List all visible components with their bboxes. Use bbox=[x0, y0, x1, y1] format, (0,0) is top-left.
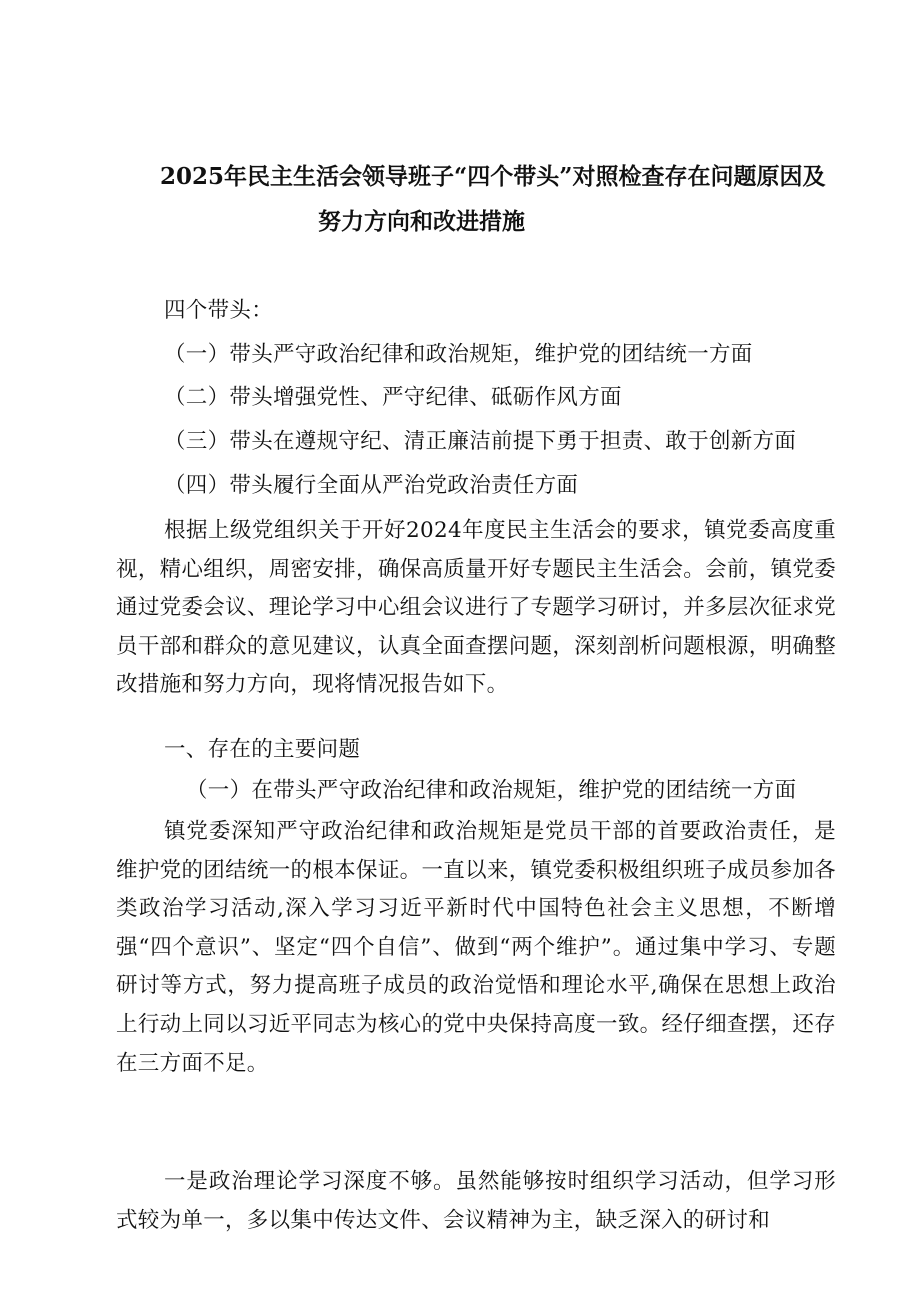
section-1-heading: 一、存在的主要问题 bbox=[164, 737, 361, 762]
four-heads-label: 四个带头： bbox=[164, 298, 274, 323]
subsection-1-paragraph: 镇党委深知严守政治纪律和政治规矩是党员干部的首要政治责任，是维护党的团结统一的根本保证。一直以来，镇党委积极组织班子成员参加各类政治学习活动,深入学习习近平新时代中国特色社会主义思想，不断增强“四个意识”、坚定“四个自信”、做到“两个维护”。通过集中学习、专题研讨等方式，努力提高班子成员的政治觉悟和理论水平,确保在思想上政治上行动上同以习近平同志为核心的党中央保持高度一致。经仔细查摆，还存在三方面不足。 bbox=[116, 819, 836, 1076]
point-1-paragraph: 一是政治理论学习深度不够。虽然能够按时组织学习活动，但学习形式较为单一，多以集中传达文件、会议精神为主，缺乏深入的研讨和 bbox=[116, 1169, 836, 1233]
document-title-line-1: 2025年民主生活会领导班子“四个带头”对照检查存在问题原因及 bbox=[160, 163, 826, 190]
four-heads-item-1: （一）带头严守政治纪律和政治规矩，维护党的团结统一方面 bbox=[164, 342, 753, 367]
document-title-line-2: 努力方向和改进措施 bbox=[318, 208, 525, 235]
four-heads-item-2: （二）带头增强党性、严守纪律、砥砺作风方面 bbox=[164, 385, 622, 410]
four-heads-item-3: （三）带头在遵规守纪、清正廉洁前提下勇于担责、敢于创新方面 bbox=[164, 429, 797, 454]
intro-paragraph: 根据上级党组织关于开好2024年度民主生活会的要求，镇党委高度重视，精心组织，周密安排，确保高质量开好专题民主生活会。会前，镇党委通过党委会议、理论学习中心组会议进行了专题学习研讨，并多层次征求党员干部和群众的意见建议，认真全面查摆问题，深刻剖析问题根源，明确整改措施和努力方向，现将情况报告如下。 bbox=[116, 518, 836, 698]
four-heads-item-4: （四）带头履行全面从严治党政治责任方面 bbox=[164, 473, 579, 498]
subsection-1-heading: （一）在带头严守政治纪律和政治规矩，维护党的团结统一方面 bbox=[186, 778, 797, 803]
